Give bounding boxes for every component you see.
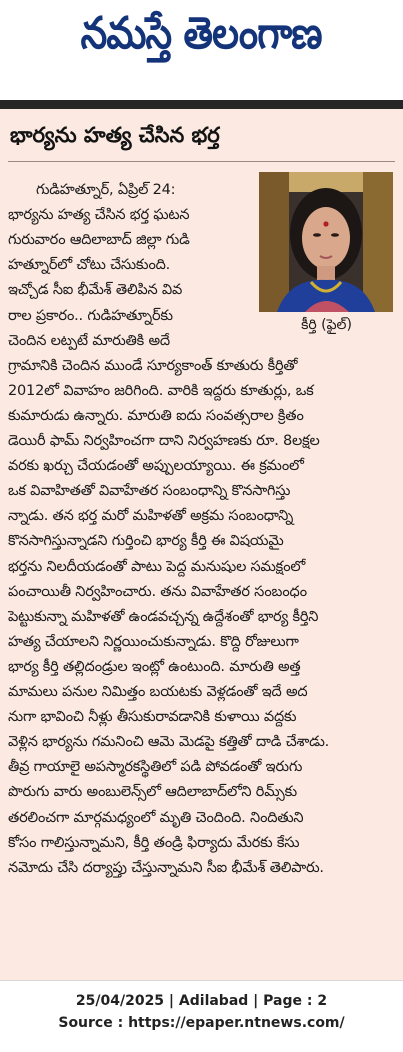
photo-caption: కీర్తి (ఫైల్) [301,317,352,333]
article-line: హత్నూర్‌లో చోటు చేసుకుంది. [8,257,171,274]
article-headline: భార్యను హత్య చేసిన భర్త [10,123,220,147]
article-line: కొనసాగిస్తున్నాడని గుర్తించి భార్య కీర్తి ఈ విషయమై [8,533,284,550]
article-dateline: గుడిహత్నూర్, ఏప్రిల్ 24: [36,182,176,198]
article-line: చెందిన లట్పటే మారుతికి అదే [8,332,170,349]
article-line: తీవ్ర గాయాలై అపస్మారకస్థితిలో పడి పోవడంతో ఇరుగు [8,759,303,776]
footer-divider [0,980,403,981]
masthead-divider [0,100,403,109]
article-line: పొరుగు వారు అంబులెన్స్‌లో ఆదిలాబాద్‌లోని రిమ్స్‌కు [8,784,297,801]
footer [0,990,403,1034]
article-line: పెట్టుకున్నా మహిళతో ఉండవచ్చన్న ఉద్దేశంతో భార్య కీర్తిని [8,608,319,625]
article-line: తరలించగా మార్గమధ్యంలో మృతి చెందింది. నిందితుని [8,809,304,826]
article [0,109,403,980]
article-line: భర్తను నిలదీయడంతో పాటు పెద్ద మనుషుల సమక్షంలో [8,558,306,575]
article-line: కోసం గాలిస్తున్నామని, కీర్తి తండ్రి ఫిర్యాదు మేరకు కేసు [8,834,300,851]
article-line: నమోదు చేసి దర్యాప్తు చేస్తున్నామని సీఐ భీమేశ్ తెలిపారు. [8,859,324,876]
article-line: న్నాడు. తన భర్త మరో మహిళతో అక్రమ సంబంధాన్ని [8,508,294,525]
article-line: పంచాయితీ నిర్వహించారు. తను వివాహేతర సంబంధం [8,583,307,600]
article-line: డెయిరీ ఫామ్ నిర్వహించగా దాని నిర్వహణకు రూ. 8లక్షల [8,433,320,449]
article-line: ఇచ్చోడ సీఐ భీమేశ్ తెలిపిన వివ [8,282,183,299]
article-line: వెళ్లిన భార్యను గమనించి ఆమె మెడపై కత్తితో దాడి చేశాడు. [8,734,330,751]
article-line: భార్య కీర్తి తల్లిదండ్రుల ఇంట్లో ఉంటుంది. మారుతి అత్త [8,658,301,675]
article-line: గ్రామానికి చెందిన ముండే సూర్యకాంత్ కూతురు కీర్తితో [8,357,298,374]
article-line: ఒక వివాహితతో వివాహేతర సంబంధాన్ని కొనసాగిస్తు [8,483,291,500]
footer-source-line: Source : https://epaper.ntnews.com/ [58,1015,345,1031]
article-line: గురువారం ఆదిలాబాద్ జిల్లా గుడి [8,232,190,249]
article-line: మామలు పనుల నిమిత్తం బయటకు వెళ్లడంతో ఇదే అద [8,684,308,700]
article-line: భార్యను హత్య చేసిన భర్త ఘటన [8,207,190,224]
masthead-title: నమస్తే తెలంగాణ [80,8,323,59]
article-line: కుమారుడు ఉన్నారు. మారుతి ఐదు సంవత్సరాల క్రితం [8,407,304,424]
masthead [0,0,403,78]
article-photo [259,172,393,312]
article-line: 2012లో వివాహం జరిగింది. వారికి ఇద్దరు కూతుర్లు, ఒక [8,382,314,399]
footer-edition-line: 25/04/2025 | Adilabad | Page : 2 [75,993,328,1009]
article-line: రాల ప్రకారం.. గుడిహత్నూర్‌కు [8,307,173,324]
article-photo-box [256,172,397,347]
headline-divider [8,161,395,162]
article-line: వరకు ఖర్చు చేయడంతో అప్పులయ్యాయి. ఈ క్రమంలో [8,458,304,475]
article-line: హత్య చేయాలని నిర్ణయించుకున్నాడు. కొద్ది రోజులుగా [8,633,299,650]
article-line: నుగా భావించి నీళ్లు తీసుకురావడానికి కుళాయి వద్దకు [8,709,297,726]
